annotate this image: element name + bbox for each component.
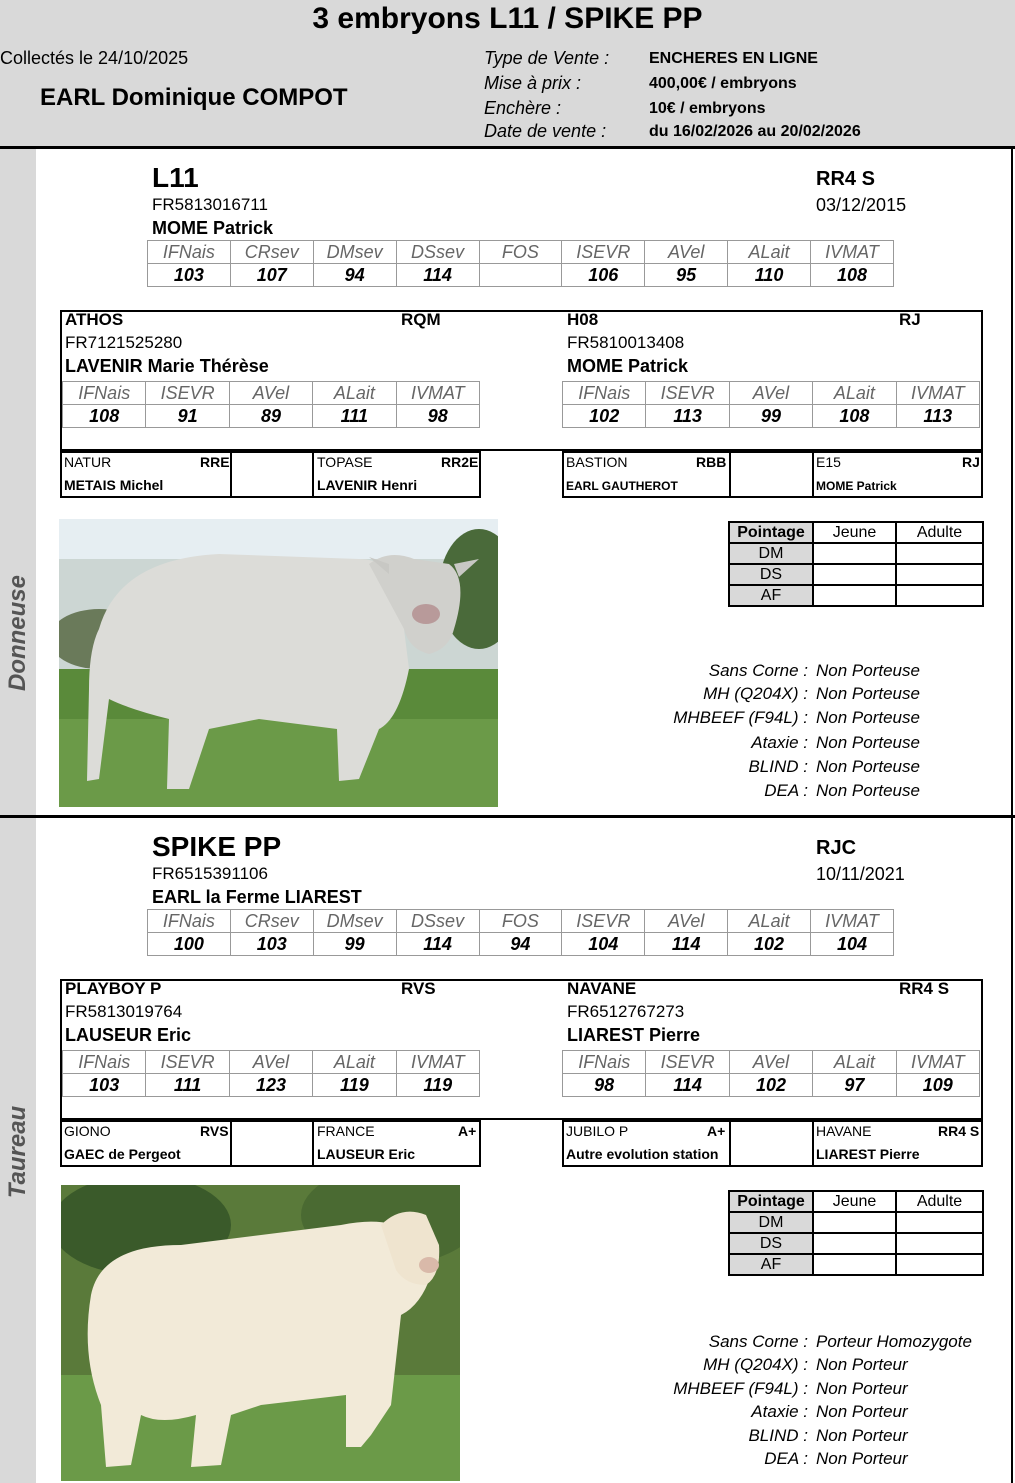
page-title: 3 embryons L11 / SPIKE PP: [312, 2, 703, 35]
index-header: ISEVR: [146, 1051, 229, 1074]
index-value: 95: [645, 264, 728, 287]
bull-dam-owner: LIAREST Pierre: [567, 1025, 701, 1045]
index-header: IFNais: [148, 910, 231, 933]
index-value: 100: [148, 933, 231, 956]
pointage-cell: [896, 1254, 983, 1275]
genetic-value: Non Porteuse: [816, 757, 920, 776]
pointage-header: Pointage: [729, 1191, 813, 1212]
sale-date-value: du 16/02/2026 au 20/02/2026: [649, 123, 861, 140]
bull-side-band: [0, 818, 36, 1483]
donor-owner: MOME Patrick: [152, 218, 274, 238]
index-header: AVel: [229, 382, 312, 405]
index-value: 110: [728, 264, 811, 287]
genetic-label: Sans Corne :: [708, 661, 808, 680]
index-header: ALait: [813, 382, 896, 405]
bull-sire-index-table: [62, 1050, 480, 1097]
pointage-cell: [896, 585, 983, 606]
sale-date-label: Date de vente :: [484, 121, 607, 141]
grandparent-name: BASTION: [566, 454, 628, 470]
donor-side-band: [0, 149, 36, 816]
collection-date: Collectés le 24/10/2025: [0, 48, 189, 68]
breeder-name: EARL Dominique COMPOT: [40, 84, 348, 111]
index-header: CRsev: [230, 241, 313, 264]
index-header: DSsev: [396, 910, 479, 933]
pointage-row-label: DM: [729, 1212, 813, 1233]
index-header: IFNais: [563, 382, 646, 405]
donor-birth-date: 03/12/2015: [816, 195, 907, 215]
bull-sire-name: PLAYBOY P: [65, 979, 162, 998]
donor-id: FR5813016711: [152, 195, 268, 214]
genetic-label: MHBEEF (F94L) :: [673, 1379, 808, 1398]
index-value: 111: [146, 1074, 229, 1097]
bull-sire-code: RVS: [401, 979, 436, 998]
index-value: 108: [811, 264, 894, 287]
index-header: IFNais: [148, 241, 231, 264]
index-value: 102: [728, 933, 811, 956]
grandparent-spacer: [230, 1120, 314, 1167]
bull-name: SPIKE PP: [152, 831, 282, 862]
grandparent-code: A+: [707, 1123, 726, 1139]
donor-dam-code: RJ: [899, 310, 921, 329]
index-value: 104: [562, 933, 645, 956]
grandparent-name: JUBILO P: [566, 1123, 629, 1139]
index-header: ISEVR: [562, 241, 645, 264]
grandparent-code: RR2E: [441, 454, 479, 470]
grandparent-code: RBB: [696, 454, 727, 470]
bull-id: FR6515391106: [152, 864, 268, 883]
pointage-row-label: DS: [729, 564, 813, 585]
grandparent-spacer: [729, 1120, 814, 1167]
grandparent-owner: Autre evolution station: [566, 1146, 719, 1162]
donor-sire-owner: LAVENIR Marie Thérèse: [65, 356, 269, 376]
index-value: 98: [563, 1074, 646, 1097]
bull-sire-id: FR5813019764: [65, 1002, 183, 1021]
index-value: 104: [811, 933, 894, 956]
bull-dam-code: RR4 S: [899, 979, 950, 998]
bull-dam-index-table: [562, 1050, 980, 1097]
genetic-value: Non Porteur: [816, 1379, 908, 1398]
index-value: 113: [646, 405, 729, 428]
index-value: 97: [813, 1074, 896, 1097]
pointage-header: Jeune: [813, 1191, 896, 1212]
index-value: 99: [729, 405, 812, 428]
pointage-row-label: DS: [729, 1233, 813, 1254]
donor-name: L11: [152, 162, 199, 193]
pointage-header: Pointage: [729, 522, 813, 543]
sale-header: [0, 0, 1015, 149]
bull-owner: EARL la Ferme LIAREST: [152, 887, 362, 907]
donor-dam-owner: MOME Patrick: [567, 356, 689, 376]
index-value: 108: [63, 405, 146, 428]
genetic-value: Porteur Homozygote: [816, 1332, 972, 1351]
grandparent-code: A+: [458, 1123, 477, 1139]
grandparent-name: TOPASE: [317, 454, 373, 470]
donor-sire-name: ATHOS: [65, 310, 124, 329]
bull-photo: [61, 1185, 460, 1481]
index-header: AVel: [729, 1051, 812, 1074]
pointage-row-label: DM: [729, 543, 813, 564]
donor-dam-id: FR5810013408: [567, 333, 685, 352]
index-value: 114: [645, 933, 728, 956]
bid-step-label: Enchère :: [484, 98, 562, 118]
genetic-label: MH (Q204X) :: [703, 684, 808, 703]
pointage-cell: [896, 564, 983, 585]
index-value: 89: [229, 405, 312, 428]
donor-side-label: Donneuse: [4, 575, 31, 692]
pointage-header: Adulte: [896, 1191, 983, 1212]
genetic-value: Non Porteuse: [816, 781, 920, 800]
donor-code: RR4 S: [816, 168, 875, 190]
index-header: ALait: [313, 382, 396, 405]
donor-sire-index-table: [62, 381, 480, 428]
index-value: 98: [396, 405, 479, 428]
genetic-value: Non Porteur: [816, 1426, 908, 1445]
index-header: AVel: [645, 241, 728, 264]
grandparent-owner: LAUSEUR Eric: [317, 1146, 416, 1162]
genetic-label: DEA :: [764, 1449, 808, 1468]
pointage-row-label: AF: [729, 585, 813, 606]
index-value: 103: [63, 1074, 146, 1097]
pointage-cell: [813, 543, 896, 564]
index-header: CRsev: [230, 910, 313, 933]
index-value: 99: [313, 933, 396, 956]
index-header: IVMAT: [396, 382, 479, 405]
index-header: IFNais: [63, 1051, 146, 1074]
index-header: ALait: [728, 241, 811, 264]
index-value: 102: [729, 1074, 812, 1097]
index-value: 103: [148, 264, 231, 287]
pointage-cell: [813, 1254, 896, 1275]
index-value: 119: [313, 1074, 396, 1097]
index-value: 94: [313, 264, 396, 287]
bull-index-table: [147, 909, 894, 956]
grandparent-spacer: [729, 451, 814, 498]
bull-sire-owner: LAUSEUR Eric: [65, 1025, 192, 1045]
index-value: 114: [646, 1074, 729, 1097]
index-value: 119: [396, 1074, 479, 1097]
pointage-cell: [813, 564, 896, 585]
bull-birth-date: 10/11/2021: [816, 864, 905, 884]
starting-price-value: 400,00€ / embryons: [649, 75, 797, 92]
genetic-label: BLIND :: [748, 1426, 808, 1445]
pointage-header: Jeune: [813, 522, 896, 543]
index-value: 91: [146, 405, 229, 428]
donor-index-table: [147, 240, 894, 287]
donor-dam-name: H08: [567, 310, 599, 329]
index-value: [479, 264, 562, 287]
pointage-cell: [813, 1233, 896, 1254]
grandparent-name: E15: [816, 454, 841, 470]
index-header: IVMAT: [896, 382, 979, 405]
index-header: AVel: [729, 382, 812, 405]
pointage-header: Adulte: [896, 522, 983, 543]
donor-sire-id: FR7121525280: [65, 333, 183, 352]
pointage-cell: [896, 1233, 983, 1254]
bull-dam-name: NAVANE: [567, 979, 637, 998]
index-header: ALait: [728, 910, 811, 933]
index-header: ISEVR: [646, 382, 729, 405]
grandparent-owner: LAVENIR Henri: [317, 477, 418, 493]
grandparent-owner: EARL GAUTHEROT: [566, 479, 678, 493]
grandparent-owner: LIAREST Pierre: [816, 1146, 920, 1162]
index-header: IFNais: [63, 382, 146, 405]
starting-price-label: Mise à prix :: [484, 73, 582, 93]
donor-right-border: [1011, 149, 1013, 816]
index-value: 106: [562, 264, 645, 287]
index-header: ALait: [313, 1051, 396, 1074]
index-header: IVMAT: [396, 1051, 479, 1074]
genetic-label: BLIND :: [748, 757, 808, 776]
genetic-value: Non Porteur: [816, 1402, 908, 1421]
index-value: 109: [896, 1074, 979, 1097]
grandparent-code: RVS: [200, 1123, 229, 1139]
sale-type-value: ENCHERES EN LIGNE: [649, 50, 818, 67]
bull-code: RJC: [816, 837, 857, 859]
grandparent-name: NATUR: [64, 454, 112, 470]
genetic-label: Sans Corne :: [708, 1332, 808, 1351]
bull-right-border: [1011, 818, 1013, 1483]
index-header: FOS: [479, 241, 562, 264]
genetic-label: DEA :: [764, 781, 808, 800]
grandparent-name: GIONO: [64, 1123, 111, 1139]
genetic-label: Ataxie :: [751, 733, 808, 752]
bid-step-value: 10€ / embryons: [649, 100, 766, 117]
grandparent-name: HAVANE: [816, 1123, 872, 1139]
index-value: 111: [313, 405, 396, 428]
index-header: DMsev: [313, 241, 396, 264]
pointage-cell: [813, 1212, 896, 1233]
bull-pointage-table: [728, 1190, 984, 1276]
genetic-label: MH (Q204X) :: [703, 1355, 808, 1374]
pointage-row-label: AF: [729, 1254, 813, 1275]
grandparent-owner: METAIS Michel: [64, 477, 164, 493]
index-header: AVel: [645, 910, 728, 933]
index-value: 102: [563, 405, 646, 428]
index-header: ISEVR: [562, 910, 645, 933]
grandparent-name: FRANCE: [317, 1123, 375, 1139]
genetic-label: MHBEEF (F94L) :: [673, 708, 808, 727]
grandparent-code: RRE: [200, 454, 230, 470]
grandparent-code: RR4 S: [938, 1123, 980, 1139]
genetic-value: Non Porteuse: [816, 684, 920, 703]
genetic-value: Non Porteur: [816, 1355, 908, 1374]
index-value: 107: [230, 264, 313, 287]
index-value: 114: [396, 264, 479, 287]
bull-dam-id: FR6512767273: [567, 1002, 685, 1021]
index-value: 103: [230, 933, 313, 956]
index-header: ISEVR: [646, 1051, 729, 1074]
index-header: IVMAT: [811, 241, 894, 264]
grandparent-owner: GAEC de Pergeot: [64, 1146, 181, 1162]
index-header: ALait: [813, 1051, 896, 1074]
index-header: AVel: [229, 1051, 312, 1074]
index-header: DMsev: [313, 910, 396, 933]
bull-side-label: Taureau: [4, 1105, 31, 1199]
genetic-value: Non Porteuse: [816, 661, 920, 680]
index-header: DSsev: [396, 241, 479, 264]
index-header: FOS: [479, 910, 562, 933]
pointage-cell: [896, 1212, 983, 1233]
sale-type-label: Type de Vente :: [484, 48, 610, 68]
index-header: IVMAT: [896, 1051, 979, 1074]
grandparent-code: RJ: [962, 454, 980, 470]
donor-photo: [59, 519, 498, 807]
index-value: 113: [896, 405, 979, 428]
genetic-value: Non Porteuse: [816, 708, 920, 727]
genetic-value: Non Porteur: [816, 1449, 908, 1468]
section-divider: [0, 815, 1015, 818]
genetic-value: Non Porteuse: [816, 733, 920, 752]
index-header: ISEVR: [146, 382, 229, 405]
donor-pointage-table: [728, 521, 984, 607]
index-header: IFNais: [563, 1051, 646, 1074]
donor-sire-code: RQM: [401, 310, 441, 329]
grandparent-owner: MOME Patrick: [816, 479, 897, 493]
index-value: 108: [813, 405, 896, 428]
donor-dam-index-table: [562, 381, 980, 428]
index-header: IVMAT: [811, 910, 894, 933]
pointage-cell: [813, 585, 896, 606]
genetic-label: Ataxie :: [751, 1402, 808, 1421]
index-value: 114: [396, 933, 479, 956]
pointage-cell: [896, 543, 983, 564]
index-value: 94: [479, 933, 562, 956]
grandparent-spacer: [230, 451, 314, 498]
index-value: 123: [229, 1074, 312, 1097]
